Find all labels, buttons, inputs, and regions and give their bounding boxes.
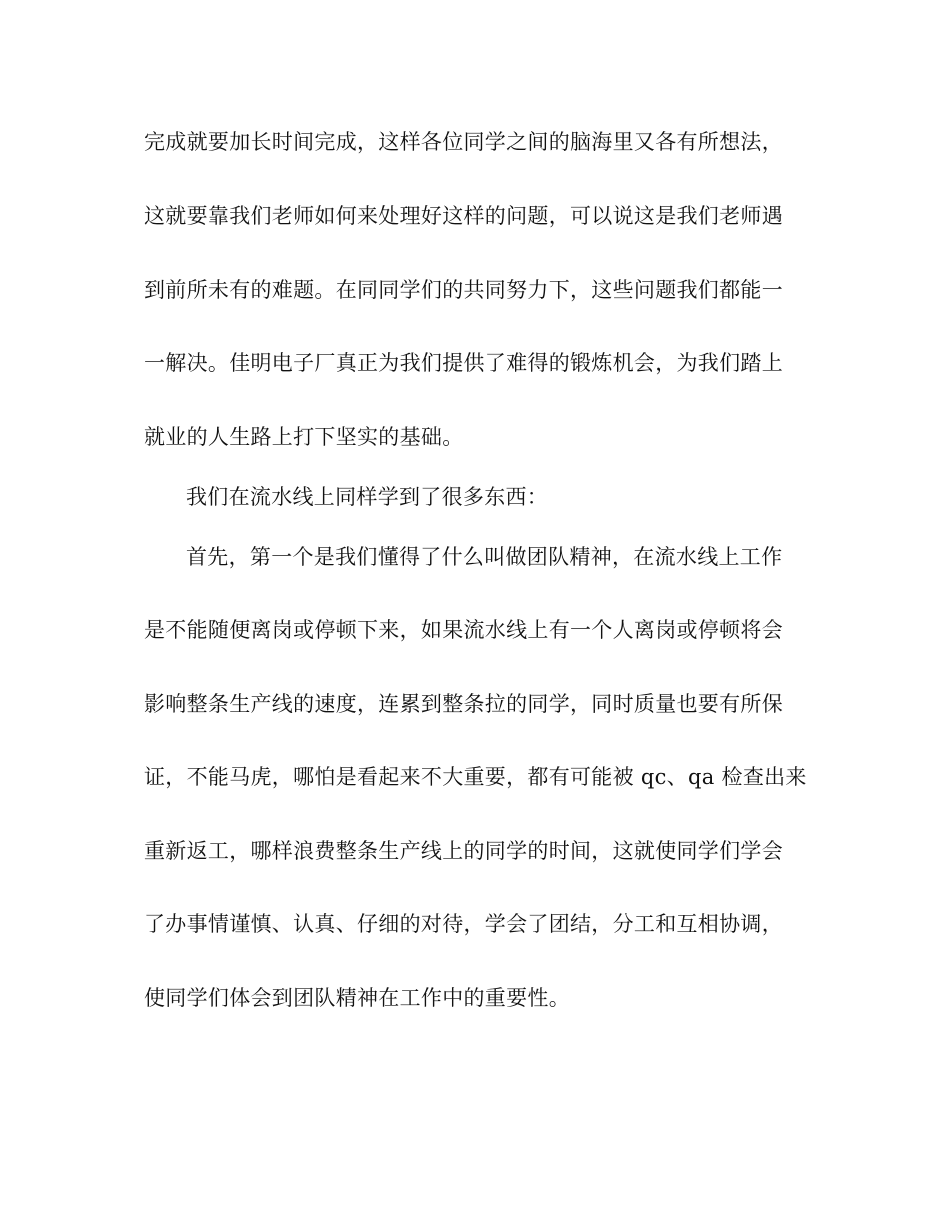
text-line-7-paragraph-start: 首先，第一个是我们懂得了什么叫做团队精神，在流水线上工作 [186, 545, 783, 569]
text-line-13: 使同学们体会到团队精神在工作中的重要性。 [144, 986, 570, 1010]
text-line-5: 就业的人生路上打下坚实的基础。 [144, 425, 464, 449]
text-line-11: 重新返工，哪样浪费整条生产线上的同学的时间，这就使同学们学会 [144, 839, 783, 863]
text-line-4: 一解决。佳明电子厂真正为我们提供了难得的锻炼机会，为我们踏上 [144, 351, 783, 375]
text-line-9: 影响整条生产线的速度，连累到整条拉的同学，同时质量也要有所保 [144, 692, 783, 716]
text-line-3: 到前所未有的难题。在同同学们的共同努力下，这些问题我们都能一 [144, 278, 783, 302]
text-line-6-paragraph-start: 我们在流水线上同样学到了很多东西： [186, 485, 549, 509]
text-line-2: 这就要靠我们老师如何来处理好这样的问题，可以说这是我们老师遇 [144, 204, 783, 228]
text-line-10: 证，不能马虎，哪怕是看起来不大重要，都有可能被 qc、qa 检查出来 [144, 765, 807, 789]
text-line-8: 是不能随便离岗或停顿下来，如果流水线上有一个人离岗或停顿将会 [144, 618, 783, 642]
text-line-1: 完成就要加长时间完成，这样各位同学之间的脑海里又各有所想法， [144, 130, 783, 154]
text-line-12: 了办事情谨慎、认真、仔细的对待，学会了团结，分工和互相协调， [144, 912, 783, 936]
